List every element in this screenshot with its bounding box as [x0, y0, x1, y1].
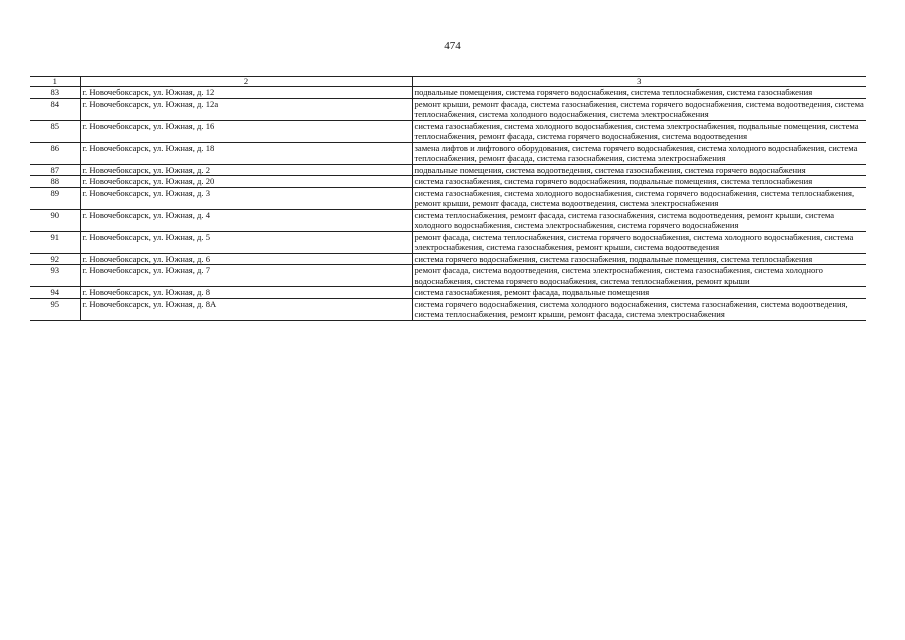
column-header-2: 2 — [80, 77, 412, 87]
table-row — [30, 298, 866, 320]
table-row — [30, 187, 866, 209]
row-works: система горячего водоснабжения, система холодного водоснабжения, система газоснабжения, система водоотведения, система теплоснабжения, ремонт крыши, ремонт фасада, система электроснабжения — [412, 298, 866, 320]
works-table-container — [30, 76, 866, 321]
table-body — [30, 87, 866, 321]
table-row — [30, 231, 866, 253]
row-works: ремонт фасада, система теплоснабжения, система горячего водоснабжения, система холодного водоснабжения, система электроснабжения, система газоснабжения, ремонт крыши, система водоотведения — [412, 231, 866, 253]
row-number: 89 — [30, 187, 80, 209]
row-address: г. Новочебоксарск, ул. Южная, д. 12а — [80, 98, 412, 120]
row-number: 86 — [30, 142, 80, 164]
row-number: 92 — [30, 253, 80, 265]
header-row — [30, 77, 866, 87]
table-header — [30, 77, 866, 87]
page-number: 474 — [444, 40, 461, 52]
table-row — [30, 287, 866, 299]
row-address: г. Новочебоксарск, ул. Южная, д. 20 — [80, 176, 412, 188]
column-header-1: 1 — [30, 77, 80, 87]
column-header-3: 3 — [412, 77, 866, 87]
row-number: 88 — [30, 176, 80, 188]
row-works: система горячего водоснабжения, система газоснабжения, подвальные помещения, система теплоснабжения — [412, 253, 866, 265]
row-number: 91 — [30, 231, 80, 253]
row-works: подвальные помещения, система горячего водоснабжения, система теплоснабжения, система газоснабжения — [412, 87, 866, 99]
row-address: г. Новочебоксарск, ул. Южная, д. 2 — [80, 164, 412, 176]
row-address: г. Новочебоксарск, ул. Южная, д. 8 — [80, 287, 412, 299]
row-number: 87 — [30, 164, 80, 176]
table-row — [30, 265, 866, 287]
row-number: 90 — [30, 209, 80, 231]
row-number: 85 — [30, 120, 80, 142]
table-row — [30, 142, 866, 164]
row-address: г. Новочебоксарск, ул. Южная, д. 4 — [80, 209, 412, 231]
row-address: г. Новочебоксарск, ул. Южная, д. 18 — [80, 142, 412, 164]
row-number: 93 — [30, 265, 80, 287]
row-address: г. Новочебоксарск, ул. Южная, д. 8А — [80, 298, 412, 320]
row-address: г. Новочебоксарск, ул. Южная, д. 7 — [80, 265, 412, 287]
row-works: ремонт фасада, система водоотведения, система электроснабжения, система газоснабжения, система холодного водоснабжения, система горячего водоснабжения, система теплоснабжения, ремонт крыши — [412, 265, 866, 287]
row-number: 83 — [30, 87, 80, 99]
table-row — [30, 176, 866, 188]
row-works: ремонт крыши, ремонт фасада, система газоснабжения, система горячего водоснабжения, система водоотведения, система теплоснабжения, система холодного водоснабжения, система электроснабжения — [412, 98, 866, 120]
table-row — [30, 164, 866, 176]
table-row — [30, 98, 866, 120]
table-row — [30, 209, 866, 231]
row-address: г. Новочебоксарск, ул. Южная, д. 3 — [80, 187, 412, 209]
row-number: 84 — [30, 98, 80, 120]
row-works: подвальные помещения, система водоотведения, система газоснабжения, система горячего водоснабжения — [412, 164, 866, 176]
table-row — [30, 87, 866, 99]
row-works: система газоснабжения, ремонт фасада, подвальные помещения — [412, 287, 866, 299]
row-works: система газоснабжения, система холодного водоснабжения, система электроснабжения, подвальные помещения, система теплоснабжения, ремонт фасада, система горячего водоснабжения, система водоотведения — [412, 120, 866, 142]
row-number: 95 — [30, 298, 80, 320]
row-address: г. Новочебоксарск, ул. Южная, д. 12 — [80, 87, 412, 99]
table-row — [30, 120, 866, 142]
row-number: 94 — [30, 287, 80, 299]
row-works: система газоснабжения, система горячего водоснабжения, подвальные помещения, система теплоснабжения — [412, 176, 866, 188]
row-address: г. Новочебоксарск, ул. Южная, д. 5 — [80, 231, 412, 253]
row-address: г. Новочебоксарск, ул. Южная, д. 6 — [80, 253, 412, 265]
row-works: система газоснабжения, система холодного водоснабжения, система горячего водоснабжения, система теплоснабжения, ремонт крыши, ремонт фасада, система водоотведения, система электроснабжения — [412, 187, 866, 209]
row-works: система теплоснабжения, ремонт фасада, система газоснабжения, система водоотведения, ремонт крыши, система холодного водоснабжения, система электроснабжения, система горячего водоснабжения — [412, 209, 866, 231]
row-works: замена лифтов и лифтового оборудования, система горячего водоснабжения, система холодного водоснабжения, система теплоснабжения, ремонт фасада, система газоснабжения, система электроснабжения — [412, 142, 866, 164]
table-row — [30, 253, 866, 265]
works-table — [30, 76, 866, 321]
row-address: г. Новочебоксарск, ул. Южная, д. 16 — [80, 120, 412, 142]
